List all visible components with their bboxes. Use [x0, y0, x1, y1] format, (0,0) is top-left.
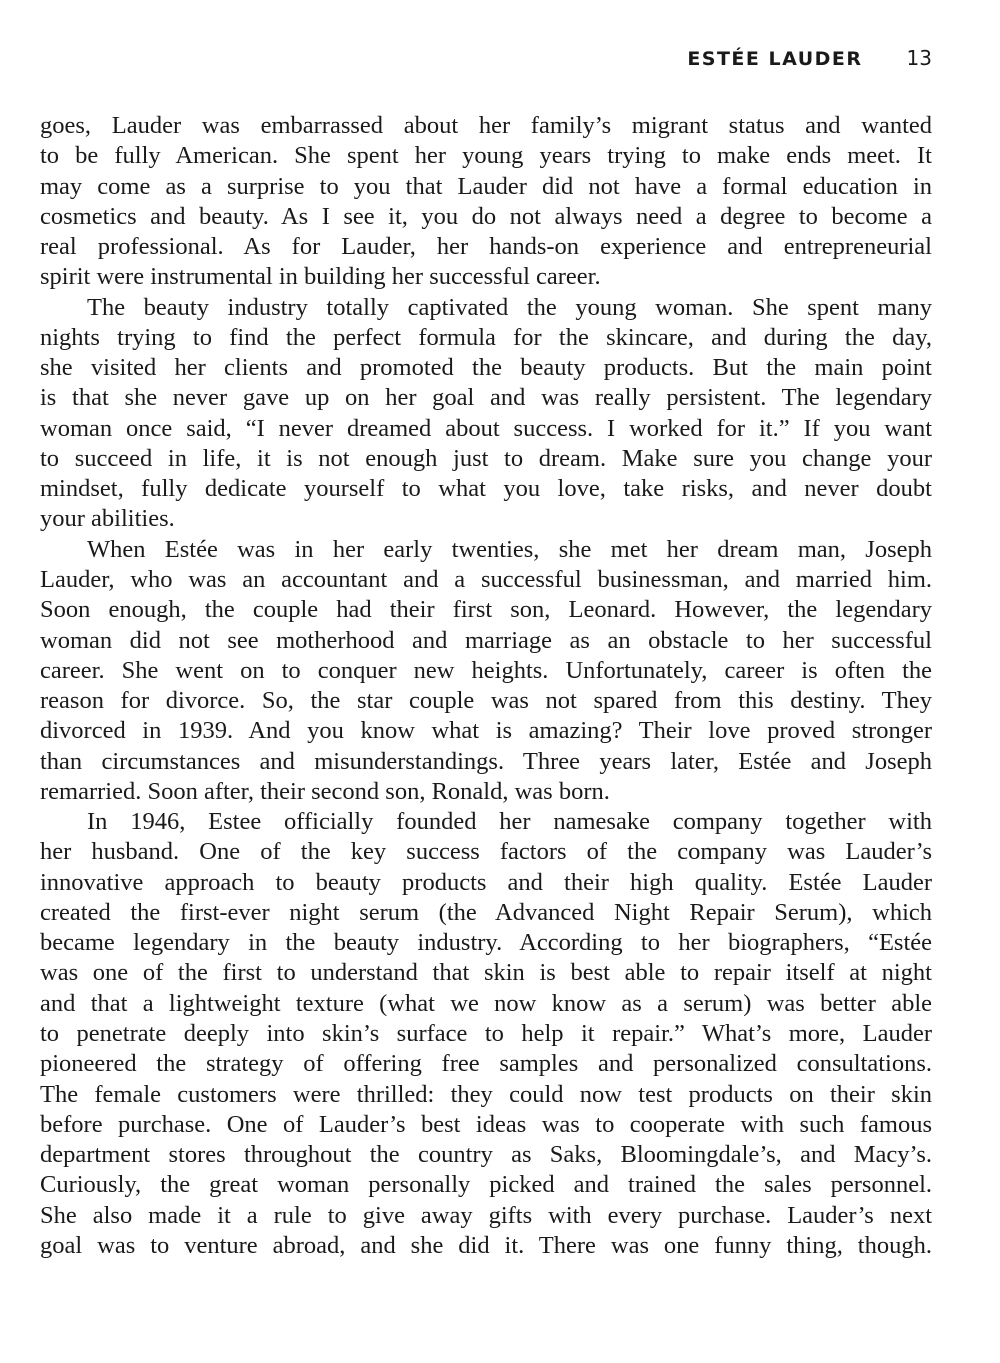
- text-line: goes, Lauder was embarrassed about her family’s migrant status and wanted: [40, 112, 932, 139]
- text-line: was one of the first to understand that skin is best able to repair itself at night: [40, 959, 932, 987]
- text-line: career. She went on to conquer new heights. Unfortunately, career is often the: [40, 656, 932, 684]
- text-line: remarried. Soon after, their second son, Ronald, was born.: [40, 777, 610, 805]
- text-line: In 1946, Estee officially founded her namesake company together with: [87, 808, 932, 836]
- running-header: [687, 46, 932, 70]
- text-line: created the first-ever night serum (the Advanced Night Repair Serum), which: [40, 898, 932, 926]
- text-line: real professional. As for Lauder, her hands-on experience and entrepreneurial: [40, 233, 932, 261]
- text-line: to penetrate deeply into skin’s surface to help it repair.” What’s more, Lauder: [40, 1019, 932, 1047]
- text-line: Curiously, the great woman personally picked and trained the sales personnel.: [40, 1171, 932, 1199]
- text-line: is that she never gave up on her goal and was really persistent. The legendary: [40, 384, 932, 412]
- text-line: She also made it a rule to give away gifts with every purchase. Lauder’s next: [40, 1201, 932, 1229]
- text-line: The female customers were thrilled: they could now test products on their skin: [40, 1080, 932, 1108]
- running-title: ESTÉE LAUDER: [687, 48, 863, 70]
- paragraph: [40, 293, 932, 535]
- text-line: The beauty industry totally captivated the young woman. She spent many: [87, 293, 932, 321]
- text-line: divorced in 1939. And you know what is amazing? Their love proved stronger: [40, 717, 932, 745]
- text-line: Lauder, who was an accountant and a successful businessman, and married him.: [40, 565, 932, 593]
- text-line: Soon enough, the couple had their first son, Leonard. However, the legendary: [40, 596, 932, 624]
- text-line: to succeed in life, it is not enough just to dream. Make sure you change your: [40, 444, 932, 472]
- paragraph: [40, 535, 932, 807]
- text-line: nights trying to find the perfect formula for the skincare, and during the day,: [40, 323, 932, 351]
- text-line: may come as a surprise to you that Lauder did not have a formal education in: [40, 172, 932, 200]
- text-line: goal was to venture abroad, and she did it. There was one funny thing, though.: [40, 1231, 932, 1259]
- text-line: cosmetics and beauty. As I see it, you do not always need a degree to become a: [40, 202, 932, 230]
- paragraph: [40, 807, 932, 1261]
- text-line: reason for divorce. So, the star couple was not spared from this destiny. They: [40, 687, 932, 715]
- text-line: mindset, fully dedicate yourself to what you love, take risks, and never doubt: [40, 475, 932, 503]
- text-line: her husband. One of the key success factors of the company was Lauder’s: [40, 838, 932, 866]
- text-line: pioneered the strategy of offering free samples and personalized consultations.: [40, 1050, 932, 1078]
- text-line: than circumstances and misunderstandings. Three years later, Estée and Joseph: [40, 747, 932, 775]
- text-line: woman once said, “I never dreamed about success. I worked for it.” If you want: [40, 414, 932, 442]
- page-number: 13: [906, 46, 932, 70]
- text-line: department stores throughout the country as Saks, Bloomingdale’s, and Macy’s.: [40, 1141, 932, 1169]
- text-line: innovative approach to beauty products and their high quality. Estée Lauder: [40, 868, 932, 896]
- paragraph: [40, 111, 932, 293]
- text-line: to be fully American. She spent her young years trying to make ends meet. It: [40, 142, 932, 170]
- text-line: woman did not see motherhood and marriage as an obstacle to her successful: [40, 626, 932, 654]
- text-line: spirit were instrumental in building her successful career.: [40, 263, 601, 291]
- text-line: became legendary in the beauty industry. According to her biographers, “Estée: [40, 929, 932, 957]
- text-line: and that a lightweight texture (what we now know as a serum) was better able: [40, 989, 932, 1017]
- text-line: before purchase. One of Lauder’s best ideas was to cooperate with such famous: [40, 1110, 932, 1138]
- text-line: she visited her clients and promoted the beauty products. But the main point: [40, 354, 932, 382]
- text-line: your abilities.: [40, 505, 175, 533]
- body-text: [40, 111, 932, 1261]
- text-line: When Estée was in her early twenties, she met her dream man, Joseph: [87, 535, 932, 563]
